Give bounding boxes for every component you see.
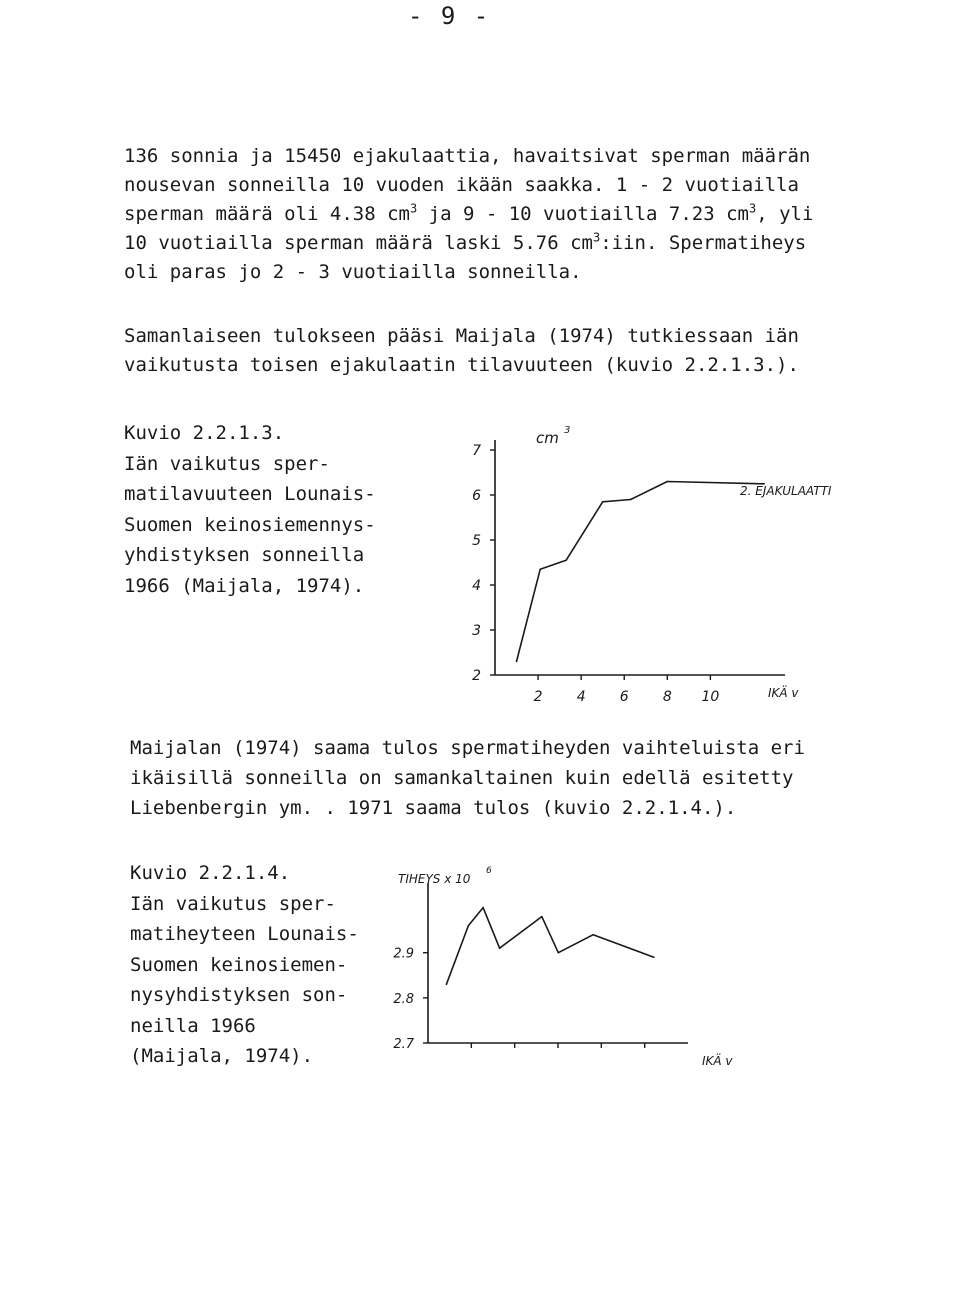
figure-1-caption-line: yhdistyksen sonneilla	[124, 544, 365, 566]
chart-2-axes	[428, 883, 688, 1043]
chart-1-y-axis-label-sup: 3	[564, 425, 571, 436]
y-tick-label: 4	[472, 578, 481, 594]
x-tick-label: 10	[701, 689, 720, 705]
figure-1-title: Kuvio 2.2.1.3.	[124, 422, 285, 444]
paragraph-3-line-1: Maijalan (1974) saama tulos spermatiheyden vaihteluista eri	[130, 737, 805, 759]
paragraph-3-line-3: Liebenbergin ym. . 1971 saama tulos (kuvio 2.2.1.4.).	[130, 797, 737, 819]
chart-2-y-axis-label-sup: 6	[486, 866, 492, 876]
data-point	[558, 952, 560, 954]
paragraph-1	[124, 142, 884, 287]
y-tick-label: 2.9	[393, 946, 414, 962]
paragraph-1-line-3: sperman määrä oli 4.38 $cm^3$ ja 9 - 10 vuotiailla 7.23 $cm^3$, yli	[124, 201, 814, 225]
figure-1-caption-line: Suomen keinosiemennys-	[124, 513, 376, 536]
paragraph-2	[124, 322, 884, 380]
x-tick-label: 4	[576, 689, 586, 705]
chart-2-series	[446, 907, 655, 985]
superscript-cube: 3	[748, 201, 757, 216]
chart-1-x-ticks	[534, 675, 720, 705]
figure-2-caption-line: Iän vaikutus sper-	[130, 892, 336, 915]
chart-2-x-axis-label: IKÄ v	[702, 1054, 733, 1068]
x-tick-label: 8	[662, 689, 672, 705]
superscript-cube: 3	[593, 230, 601, 245]
y-tick-label: 2.7	[393, 1037, 414, 1052]
chart-1-y-ticks	[472, 443, 495, 684]
y-tick-label: 6	[472, 488, 481, 504]
figure-2-title: Kuvio 2.2.1.4.	[130, 862, 291, 884]
y-tick-label: 2.8	[393, 991, 414, 1007]
paragraph-1-line-4: 10 vuotiailla sperman määrä laski 5.76 $cm^3:iin$. Spermatiheys	[124, 230, 807, 254]
chart-1-axes	[495, 440, 785, 675]
data-point	[592, 934, 594, 936]
chart-1-series-label: 2. EJAKULAATTI	[740, 484, 832, 498]
chart-sperm-density	[380, 855, 740, 1070]
chart-2-y-axis-label: TIHEYS x 10	[398, 872, 471, 886]
data-point	[667, 481, 669, 483]
data-point	[468, 925, 470, 927]
data-point	[565, 559, 567, 561]
data-point	[482, 907, 484, 909]
series-line	[446, 908, 653, 985]
figure-2-caption	[130, 858, 359, 1072]
data-point	[516, 661, 518, 663]
y-tick-label: 7	[472, 443, 481, 459]
chart-1-y-axis-label: cm	[536, 429, 559, 447]
data-point	[630, 499, 632, 501]
figure-2-caption-line: neilla 1966	[130, 1014, 256, 1037]
x-tick-label: 6	[619, 689, 629, 705]
y-tick-label: 2	[472, 668, 481, 684]
figure-1-caption-line: 1966 (Maijala, 1974).	[124, 574, 365, 597]
data-point	[499, 947, 501, 949]
paragraph-2-line-2: vaikutusta toisen ejakulaatin tilavuuteen (kuvio 2.2.1.3.).	[124, 354, 799, 376]
figure-1-caption-line: matilavuuteen Lounais-	[124, 483, 376, 505]
data-point	[602, 501, 604, 503]
data-point	[539, 568, 541, 570]
chart-1-series	[516, 481, 765, 663]
figure-2-caption-line: Suomen keinosiemen-	[130, 953, 348, 976]
data-point	[541, 916, 543, 918]
figure-2-caption-line: matiheyteen Lounais-	[130, 923, 359, 945]
chart-2-y-ticks	[393, 947, 428, 1052]
figure-1-caption	[124, 418, 376, 601]
paragraph-2-line-1: Samanlaiseen tulokseen pääsi Maijala (1974) tutkiessaan iän	[124, 325, 799, 347]
x-tick-label: 2	[533, 689, 543, 705]
chart-sperm-volume	[440, 415, 910, 715]
paragraph-1-line-2: nousevan sonneilla 10 vuoden ikään saakka. 1 - 2 vuotiailla	[124, 174, 799, 196]
page-number: - 9 -	[408, 2, 491, 30]
paragraph-1-line-1: 136 sonnia ja 15450 ejakulaattia, havaitsivat sperman määrän	[124, 145, 811, 167]
figure-2-caption-line: nysyhdistyksen son-	[130, 984, 348, 1006]
paragraph-1-line-5: oli paras jo 2 - 3 vuotiailla sonneilla.	[124, 261, 582, 283]
y-tick-label: 3	[472, 623, 481, 639]
paragraph-3	[130, 733, 890, 823]
y-tick-label: 5	[472, 533, 481, 549]
chart-1-x-axis-label: IKÄ v	[768, 686, 799, 700]
data-point	[446, 984, 448, 986]
series-line	[517, 482, 765, 662]
paragraph-3-line-2: ikäisillä sonneilla on samankaltainen kuin edellä esitetty	[130, 767, 794, 789]
figure-1-caption-line: Iän vaikutus sper-	[124, 452, 330, 475]
data-point	[653, 956, 655, 958]
figure-2-caption-line: (Maijala, 1974).	[130, 1045, 314, 1067]
superscript-cube: 3	[409, 201, 418, 216]
